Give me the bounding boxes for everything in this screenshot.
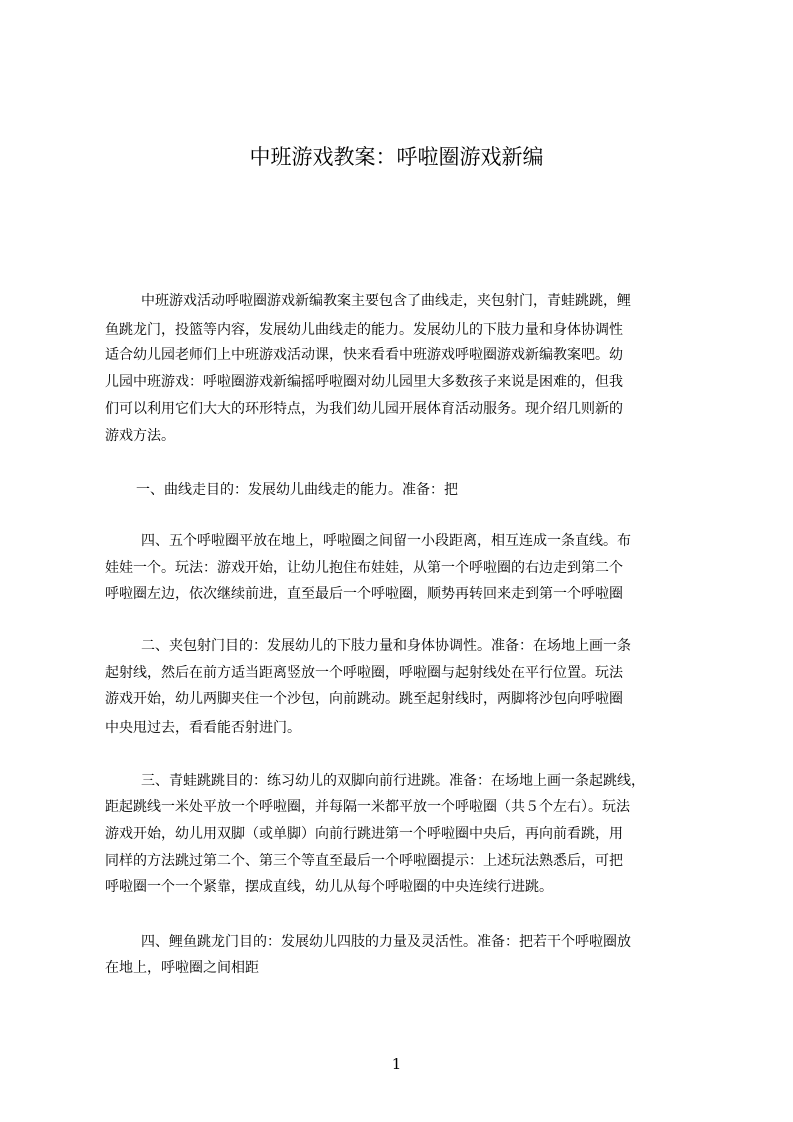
section1-line-1: 一、曲线走目的：发展幼儿曲线走的能力。准备：把 xyxy=(136,482,458,498)
section2-line-3: 游戏开始，幼儿两脚夹住一个沙包，向前跳动。跳至起射线时，两脚将沙包向呼啦圈 xyxy=(105,691,623,707)
section3-line-5: 呼啦圈一个一个紧靠，摆成直线，幼儿从每个呼啦圈的中央连续行进跳。 xyxy=(105,879,553,895)
section1b-line-3: 呼啦圈左边，依次继续前进，直至最后一个呼啦圈，顺势再转回来走到第一个呼啦圈 xyxy=(105,586,623,602)
page-number: 1 xyxy=(391,1055,402,1073)
intro-line-5: 们可以利用它们大大的环形特点，为我们幼儿园开展体育活动服务。现介绍几则新的 xyxy=(105,401,623,417)
section4-line-1: 四、鲤鱼跳龙门目的：发展幼儿四肢的力量及灵活性。准备：把若干个呼啦圈放 xyxy=(141,934,631,950)
section1b-line-2: 娃娃一个。玩法：游戏开始，让幼儿抱住布娃娃，从第一个呼啦圈的右边走到第二个 xyxy=(105,560,623,576)
page-title: 中班游戏教案：呼啦圈游戏新编 xyxy=(249,145,544,169)
section1b-line-1: 四、五个呼啦圈平放在地上，呼啦圈之间留一小段距离，相互连成一条直线。布 xyxy=(141,533,631,549)
section2-line-4: 中央甩过去，看看能否射进门。 xyxy=(105,720,301,736)
section2-line-1: 二、夹包射门目的：发展幼儿的下肢力量和身体协调性。准备：在场地上画一条 xyxy=(141,638,631,654)
intro-line-3: 适合幼儿园老师们上中班游戏活动课，快来看看中班游戏呼啦圈游戏新编教案吧。幼 xyxy=(105,347,623,363)
intro-line-2: 鱼跳龙门，投篮等内容，发展幼儿曲线走的能力。发展幼儿的下肢力量和身体协调性 xyxy=(105,322,623,338)
section3-line-2: 距起跳线一米处平放一个呼啦圈，并每隔一米都平放一个呼啦圈（共５个左右）。玩法 xyxy=(105,799,630,815)
section4-line-2: 在地上，呼啦圈之间相距 xyxy=(105,960,259,976)
intro-line-1: 中班游戏活动呼啦圈游戏新编教案主要包含了曲线走，夹包射门，青蛙跳跳，鲤 xyxy=(141,293,631,309)
section3-line-4: 同样的方法跳过第二个、第三个等直至最后一个呼啦圈提示：上述玩法熟悉后，可把 xyxy=(105,853,623,869)
section3-line-1: 三、青蛙跳跳目的：练习幼儿的双脚向前行进跳。准备：在场地上画一条起跳线， xyxy=(141,773,645,789)
section3-line-3: 游戏开始，幼儿用双脚（或单脚）向前行跳进第一个呼啦圈中央后，再向前看跳，用 xyxy=(105,826,623,842)
section2-line-2: 起射线，然后在前方适当距离竖放一个呼啦圈，呼啦圈与起射线处在平行位置。玩法 xyxy=(105,665,623,681)
intro-line-6: 游戏方法。 xyxy=(105,428,175,444)
intro-line-4: 儿园中班游戏：呼啦圈游戏新编摇呼啦圈对幼儿园里大多数孩子来说是困难的，但我 xyxy=(105,374,623,390)
